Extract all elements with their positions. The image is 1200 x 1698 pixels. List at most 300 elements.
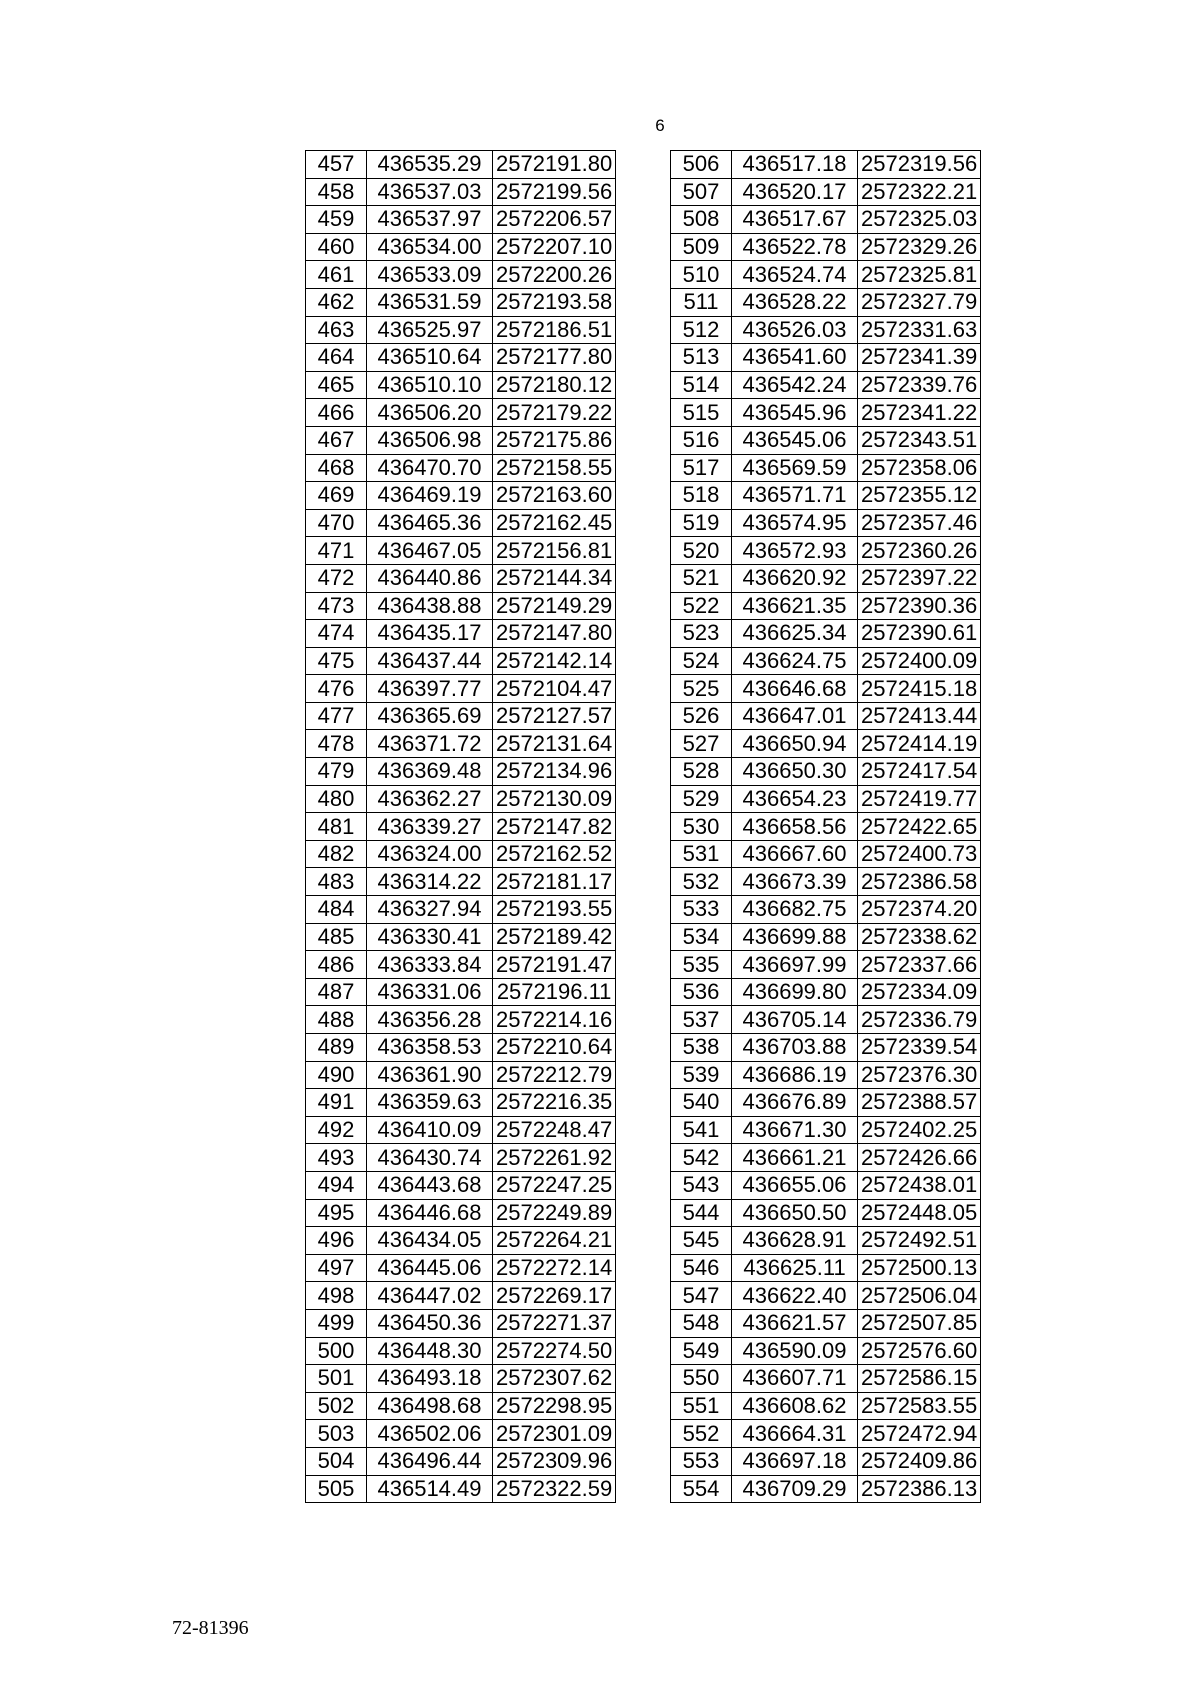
- x-coordinate-cell: 436333.84: [367, 951, 493, 979]
- x-coordinate-cell: 436541.60: [732, 344, 858, 372]
- x-coordinate-cell: 436469.19: [367, 482, 493, 510]
- table-row: [671, 758, 981, 786]
- table-row: [306, 978, 616, 1006]
- x-coordinate-cell: 436506.98: [367, 426, 493, 454]
- x-coordinate-cell: 436608.62: [732, 1392, 858, 1420]
- point-number-cell: 534: [671, 923, 732, 951]
- x-coordinate-cell: 436359.63: [367, 1089, 493, 1117]
- x-coordinate-cell: 436517.18: [732, 151, 858, 179]
- y-coordinate-cell: 2572329.26: [858, 233, 981, 261]
- x-coordinate-cell: 436330.41: [367, 923, 493, 951]
- y-coordinate-cell: 2572144.34: [493, 564, 616, 592]
- table-row: [671, 1144, 981, 1172]
- point-number-cell: 538: [671, 1034, 732, 1062]
- point-number-cell: 471: [306, 537, 367, 565]
- point-number-cell: 472: [306, 564, 367, 592]
- x-coordinate-cell: 436525.97: [367, 316, 493, 344]
- point-number-cell: 457: [306, 151, 367, 179]
- x-coordinate-cell: 436443.68: [367, 1171, 493, 1199]
- y-coordinate-cell: 2572415.18: [858, 675, 981, 703]
- y-coordinate-cell: 2572492.51: [858, 1227, 981, 1255]
- table-row: [306, 1171, 616, 1199]
- point-number-cell: 520: [671, 537, 732, 565]
- y-coordinate-cell: 2572156.81: [493, 537, 616, 565]
- table-row: [671, 951, 981, 979]
- table-row: [306, 1392, 616, 1420]
- point-number-cell: 542: [671, 1144, 732, 1172]
- table-row: [671, 426, 981, 454]
- x-coordinate-cell: 436467.05: [367, 537, 493, 565]
- table-row: [671, 151, 981, 179]
- y-coordinate-cell: 2572180.12: [493, 371, 616, 399]
- x-coordinate-cell: 436510.10: [367, 371, 493, 399]
- y-coordinate-cell: 2572355.12: [858, 482, 981, 510]
- y-coordinate-cell: 2572196.11: [493, 978, 616, 1006]
- x-coordinate-cell: 436650.30: [732, 758, 858, 786]
- table-row: [671, 1254, 981, 1282]
- point-number-cell: 464: [306, 344, 367, 372]
- point-number-cell: 468: [306, 454, 367, 482]
- point-number-cell: 493: [306, 1144, 367, 1172]
- y-coordinate-cell: 2572325.03: [858, 206, 981, 234]
- table-row: [306, 1116, 616, 1144]
- x-coordinate-cell: 436574.95: [732, 509, 858, 537]
- table-row: [306, 1447, 616, 1475]
- y-coordinate-cell: 2572179.22: [493, 399, 616, 427]
- point-number-cell: 553: [671, 1447, 732, 1475]
- table-row: [306, 261, 616, 289]
- point-number-cell: 502: [306, 1392, 367, 1420]
- table-row: [671, 371, 981, 399]
- x-coordinate-cell: 436435.17: [367, 620, 493, 648]
- point-number-cell: 501: [306, 1365, 367, 1393]
- y-coordinate-cell: 2572358.06: [858, 454, 981, 482]
- table-row: [306, 813, 616, 841]
- x-coordinate-cell: 436434.05: [367, 1227, 493, 1255]
- table-row: [306, 206, 616, 234]
- table-row: [671, 1006, 981, 1034]
- point-number-cell: 515: [671, 399, 732, 427]
- point-number-cell: 466: [306, 399, 367, 427]
- table-row: [671, 1447, 981, 1475]
- table-row: [671, 454, 981, 482]
- x-coordinate-cell: 436658.56: [732, 813, 858, 841]
- x-coordinate-cell: 436510.64: [367, 344, 493, 372]
- point-number-cell: 526: [671, 702, 732, 730]
- y-coordinate-cell: 2572336.79: [858, 1006, 981, 1034]
- table-row: [671, 813, 981, 841]
- table-row: [306, 509, 616, 537]
- y-coordinate-cell: 2572400.73: [858, 840, 981, 868]
- y-coordinate-cell: 2572586.15: [858, 1365, 981, 1393]
- x-coordinate-cell: 436607.71: [732, 1365, 858, 1393]
- table-row: [306, 923, 616, 951]
- table-row: [306, 1282, 616, 1310]
- y-coordinate-cell: 2572298.95: [493, 1392, 616, 1420]
- table-row: [671, 399, 981, 427]
- table-row: [671, 1116, 981, 1144]
- coordinate-table-left: [305, 150, 616, 1503]
- point-number-cell: 516: [671, 426, 732, 454]
- y-coordinate-cell: 2572214.16: [493, 1006, 616, 1034]
- x-coordinate-cell: 436705.14: [732, 1006, 858, 1034]
- x-coordinate-cell: 436331.06: [367, 978, 493, 1006]
- table-row: [306, 482, 616, 510]
- table-row: [671, 1061, 981, 1089]
- point-number-cell: 543: [671, 1171, 732, 1199]
- table-row: [671, 1089, 981, 1117]
- y-coordinate-cell: 2572269.17: [493, 1282, 616, 1310]
- point-number-cell: 494: [306, 1171, 367, 1199]
- x-coordinate-cell: 436625.34: [732, 620, 858, 648]
- y-coordinate-cell: 2572186.51: [493, 316, 616, 344]
- point-number-cell: 546: [671, 1254, 732, 1282]
- point-number-cell: 552: [671, 1420, 732, 1448]
- point-number-cell: 541: [671, 1116, 732, 1144]
- point-number-cell: 460: [306, 233, 367, 261]
- point-number-cell: 479: [306, 758, 367, 786]
- x-coordinate-cell: 436465.36: [367, 509, 493, 537]
- point-number-cell: 492: [306, 1116, 367, 1144]
- point-number-cell: 496: [306, 1227, 367, 1255]
- table-row: [306, 233, 616, 261]
- point-number-cell: 548: [671, 1309, 732, 1337]
- point-number-cell: 530: [671, 813, 732, 841]
- y-coordinate-cell: 2572419.77: [858, 785, 981, 813]
- x-coordinate-cell: 436365.69: [367, 702, 493, 730]
- y-coordinate-cell: 2572341.39: [858, 344, 981, 372]
- point-number-cell: 554: [671, 1475, 732, 1503]
- y-coordinate-cell: 2572360.26: [858, 537, 981, 565]
- y-coordinate-cell: 2572390.61: [858, 620, 981, 648]
- y-coordinate-cell: 2572206.57: [493, 206, 616, 234]
- y-coordinate-cell: 2572134.96: [493, 758, 616, 786]
- point-number-cell: 487: [306, 978, 367, 1006]
- point-number-cell: 477: [306, 702, 367, 730]
- x-coordinate-cell: 436654.23: [732, 785, 858, 813]
- point-number-cell: 475: [306, 647, 367, 675]
- y-coordinate-cell: 2572325.81: [858, 261, 981, 289]
- y-coordinate-cell: 2572130.09: [493, 785, 616, 813]
- x-coordinate-cell: 436621.35: [732, 592, 858, 620]
- x-coordinate-cell: 436671.30: [732, 1116, 858, 1144]
- table-row: [671, 233, 981, 261]
- x-coordinate-cell: 436697.18: [732, 1447, 858, 1475]
- table-row: [306, 840, 616, 868]
- y-coordinate-cell: 2572506.04: [858, 1282, 981, 1310]
- table-row: [671, 1475, 981, 1503]
- y-coordinate-cell: 2572390.36: [858, 592, 981, 620]
- table-row: [671, 1227, 981, 1255]
- table-row: [671, 344, 981, 372]
- table-row: [671, 1309, 981, 1337]
- table-row: [671, 1420, 981, 1448]
- table-row: [306, 758, 616, 786]
- x-coordinate-cell: 436430.74: [367, 1144, 493, 1172]
- x-coordinate-cell: 436356.28: [367, 1006, 493, 1034]
- table-row: [671, 923, 981, 951]
- table-row: [671, 1392, 981, 1420]
- y-coordinate-cell: 2572249.89: [493, 1199, 616, 1227]
- x-coordinate-cell: 436506.20: [367, 399, 493, 427]
- table-row: [306, 1254, 616, 1282]
- point-number-cell: 480: [306, 785, 367, 813]
- y-coordinate-cell: 2572272.14: [493, 1254, 616, 1282]
- point-number-cell: 525: [671, 675, 732, 703]
- x-coordinate-cell: 436624.75: [732, 647, 858, 675]
- point-number-cell: 523: [671, 620, 732, 648]
- point-number-cell: 509: [671, 233, 732, 261]
- y-coordinate-cell: 2572147.82: [493, 813, 616, 841]
- point-number-cell: 531: [671, 840, 732, 868]
- table-row: [306, 1089, 616, 1117]
- y-coordinate-cell: 2572193.55: [493, 896, 616, 924]
- coordinate-table-left-body: [306, 151, 616, 1503]
- y-coordinate-cell: 2572147.80: [493, 620, 616, 648]
- point-number-cell: 489: [306, 1034, 367, 1062]
- point-number-cell: 539: [671, 1061, 732, 1089]
- table-row: [306, 344, 616, 372]
- point-number-cell: 478: [306, 730, 367, 758]
- table-row: [671, 1365, 981, 1393]
- x-coordinate-cell: 436450.36: [367, 1309, 493, 1337]
- x-coordinate-cell: 436571.71: [732, 482, 858, 510]
- table-row: [306, 675, 616, 703]
- y-coordinate-cell: 2572386.58: [858, 868, 981, 896]
- y-coordinate-cell: 2572500.13: [858, 1254, 981, 1282]
- y-coordinate-cell: 2572376.30: [858, 1061, 981, 1089]
- x-coordinate-cell: 436314.22: [367, 868, 493, 896]
- y-coordinate-cell: 2572163.60: [493, 482, 616, 510]
- point-number-cell: 521: [671, 564, 732, 592]
- y-coordinate-cell: 2572337.66: [858, 951, 981, 979]
- point-number-cell: 519: [671, 509, 732, 537]
- y-coordinate-cell: 2572338.62: [858, 923, 981, 951]
- y-coordinate-cell: 2572274.50: [493, 1337, 616, 1365]
- y-coordinate-cell: 2572409.86: [858, 1447, 981, 1475]
- table-row: [671, 675, 981, 703]
- y-coordinate-cell: 2572193.58: [493, 288, 616, 316]
- y-coordinate-cell: 2572175.86: [493, 426, 616, 454]
- table-row: [671, 1282, 981, 1310]
- table-row: [671, 537, 981, 565]
- x-coordinate-cell: 436520.17: [732, 178, 858, 206]
- point-number-cell: 488: [306, 1006, 367, 1034]
- y-coordinate-cell: 2572339.54: [858, 1034, 981, 1062]
- y-coordinate-cell: 2572413.44: [858, 702, 981, 730]
- y-coordinate-cell: 2572322.59: [493, 1475, 616, 1503]
- point-number-cell: 537: [671, 1006, 732, 1034]
- y-coordinate-cell: 2572162.52: [493, 840, 616, 868]
- point-number-cell: 524: [671, 647, 732, 675]
- x-coordinate-cell: 436537.03: [367, 178, 493, 206]
- y-coordinate-cell: 2572191.47: [493, 951, 616, 979]
- table-row: [671, 620, 981, 648]
- x-coordinate-cell: 436369.48: [367, 758, 493, 786]
- table-row: [306, 288, 616, 316]
- x-coordinate-cell: 436528.22: [732, 288, 858, 316]
- table-row: [306, 620, 616, 648]
- point-number-cell: 532: [671, 868, 732, 896]
- point-number-cell: 473: [306, 592, 367, 620]
- x-coordinate-cell: 436526.03: [732, 316, 858, 344]
- x-coordinate-cell: 436686.19: [732, 1061, 858, 1089]
- point-number-cell: 462: [306, 288, 367, 316]
- x-coordinate-cell: 436667.60: [732, 840, 858, 868]
- x-coordinate-cell: 436361.90: [367, 1061, 493, 1089]
- point-number-cell: 535: [671, 951, 732, 979]
- point-number-cell: 469: [306, 482, 367, 510]
- table-row: [671, 785, 981, 813]
- y-coordinate-cell: 2572191.80: [493, 151, 616, 179]
- x-coordinate-cell: 436697.99: [732, 951, 858, 979]
- y-coordinate-cell: 2572322.21: [858, 178, 981, 206]
- table-row: [671, 730, 981, 758]
- point-number-cell: 506: [671, 151, 732, 179]
- y-coordinate-cell: 2572374.20: [858, 896, 981, 924]
- point-number-cell: 510: [671, 261, 732, 289]
- y-coordinate-cell: 2572386.13: [858, 1475, 981, 1503]
- point-number-cell: 540: [671, 1089, 732, 1117]
- table-row: [306, 896, 616, 924]
- x-coordinate-cell: 436514.49: [367, 1475, 493, 1503]
- y-coordinate-cell: 2572448.05: [858, 1199, 981, 1227]
- y-coordinate-cell: 2572177.80: [493, 344, 616, 372]
- x-coordinate-cell: 436339.27: [367, 813, 493, 841]
- point-number-cell: 517: [671, 454, 732, 482]
- y-coordinate-cell: 2572207.10: [493, 233, 616, 261]
- y-coordinate-cell: 2572200.26: [493, 261, 616, 289]
- y-coordinate-cell: 2572507.85: [858, 1309, 981, 1337]
- point-number-cell: 547: [671, 1282, 732, 1310]
- point-number-cell: 505: [306, 1475, 367, 1503]
- y-coordinate-cell: 2572343.51: [858, 426, 981, 454]
- y-coordinate-cell: 2572307.62: [493, 1365, 616, 1393]
- table-row: [671, 206, 981, 234]
- y-coordinate-cell: 2572199.56: [493, 178, 616, 206]
- y-coordinate-cell: 2572261.92: [493, 1144, 616, 1172]
- table-row: [306, 426, 616, 454]
- point-number-cell: 490: [306, 1061, 367, 1089]
- table-row: [306, 1227, 616, 1255]
- point-number-cell: 476: [306, 675, 367, 703]
- point-number-cell: 474: [306, 620, 367, 648]
- table-row: [306, 1365, 616, 1393]
- point-number-cell: 484: [306, 896, 367, 924]
- table-row: [671, 840, 981, 868]
- table-row: [671, 509, 981, 537]
- x-coordinate-cell: 436446.68: [367, 1199, 493, 1227]
- point-number-cell: 483: [306, 868, 367, 896]
- table-row: [671, 482, 981, 510]
- x-coordinate-cell: 436709.29: [732, 1475, 858, 1503]
- y-coordinate-cell: 2572397.22: [858, 564, 981, 592]
- table-row: [306, 647, 616, 675]
- y-coordinate-cell: 2572142.14: [493, 647, 616, 675]
- y-coordinate-cell: 2572189.42: [493, 923, 616, 951]
- x-coordinate-cell: 436410.09: [367, 1116, 493, 1144]
- point-number-cell: 545: [671, 1227, 732, 1255]
- x-coordinate-cell: 436545.06: [732, 426, 858, 454]
- x-coordinate-cell: 436650.94: [732, 730, 858, 758]
- table-row: [306, 785, 616, 813]
- y-coordinate-cell: 2572426.66: [858, 1144, 981, 1172]
- y-coordinate-cell: 2572334.09: [858, 978, 981, 1006]
- x-coordinate-cell: 436625.11: [732, 1254, 858, 1282]
- point-number-cell: 513: [671, 344, 732, 372]
- x-coordinate-cell: 436470.70: [367, 454, 493, 482]
- y-coordinate-cell: 2572104.47: [493, 675, 616, 703]
- point-number-cell: 504: [306, 1447, 367, 1475]
- x-coordinate-cell: 436371.72: [367, 730, 493, 758]
- x-coordinate-cell: 436646.68: [732, 675, 858, 703]
- y-coordinate-cell: 2572131.64: [493, 730, 616, 758]
- table-row: [306, 730, 616, 758]
- x-coordinate-cell: 436545.96: [732, 399, 858, 427]
- x-coordinate-cell: 436531.59: [367, 288, 493, 316]
- y-coordinate-cell: 2572422.65: [858, 813, 981, 841]
- table-row: [306, 1475, 616, 1503]
- y-coordinate-cell: 2572248.47: [493, 1116, 616, 1144]
- y-coordinate-cell: 2572402.25: [858, 1116, 981, 1144]
- x-coordinate-cell: 436628.91: [732, 1227, 858, 1255]
- table-row: [306, 151, 616, 179]
- table-row: [306, 1061, 616, 1089]
- y-coordinate-cell: 2572247.25: [493, 1171, 616, 1199]
- x-coordinate-cell: 436397.77: [367, 675, 493, 703]
- y-coordinate-cell: 2572438.01: [858, 1171, 981, 1199]
- table-row: [671, 316, 981, 344]
- point-number-cell: 528: [671, 758, 732, 786]
- x-coordinate-cell: 436621.57: [732, 1309, 858, 1337]
- x-coordinate-cell: 436682.75: [732, 896, 858, 924]
- y-coordinate-cell: 2572216.35: [493, 1089, 616, 1117]
- table-row: [306, 1144, 616, 1172]
- table-row: [306, 178, 616, 206]
- y-coordinate-cell: 2572339.76: [858, 371, 981, 399]
- point-number-cell: 544: [671, 1199, 732, 1227]
- x-coordinate-cell: 436535.29: [367, 151, 493, 179]
- table-row: [671, 564, 981, 592]
- x-coordinate-cell: 436673.39: [732, 868, 858, 896]
- table-row: [306, 399, 616, 427]
- table-row: [306, 1199, 616, 1227]
- y-coordinate-cell: 2572127.57: [493, 702, 616, 730]
- x-coordinate-cell: 436517.67: [732, 206, 858, 234]
- x-coordinate-cell: 436655.06: [732, 1171, 858, 1199]
- x-coordinate-cell: 436448.30: [367, 1337, 493, 1365]
- y-coordinate-cell: 2572357.46: [858, 509, 981, 537]
- x-coordinate-cell: 436537.97: [367, 206, 493, 234]
- table-row: [306, 454, 616, 482]
- x-coordinate-cell: 436676.89: [732, 1089, 858, 1117]
- table-row: [306, 592, 616, 620]
- x-coordinate-cell: 436534.00: [367, 233, 493, 261]
- table-row: [306, 702, 616, 730]
- x-coordinate-cell: 436590.09: [732, 1337, 858, 1365]
- x-coordinate-cell: 436569.59: [732, 454, 858, 482]
- point-number-cell: 498: [306, 1282, 367, 1310]
- x-coordinate-cell: 436620.92: [732, 564, 858, 592]
- y-coordinate-cell: 2572301.09: [493, 1420, 616, 1448]
- x-coordinate-cell: 436324.00: [367, 840, 493, 868]
- coordinate-table-right: [670, 150, 981, 1503]
- table-row: [671, 178, 981, 206]
- table-row: [306, 951, 616, 979]
- point-number-cell: 503: [306, 1420, 367, 1448]
- x-coordinate-cell: 436522.78: [732, 233, 858, 261]
- table-row: [671, 896, 981, 924]
